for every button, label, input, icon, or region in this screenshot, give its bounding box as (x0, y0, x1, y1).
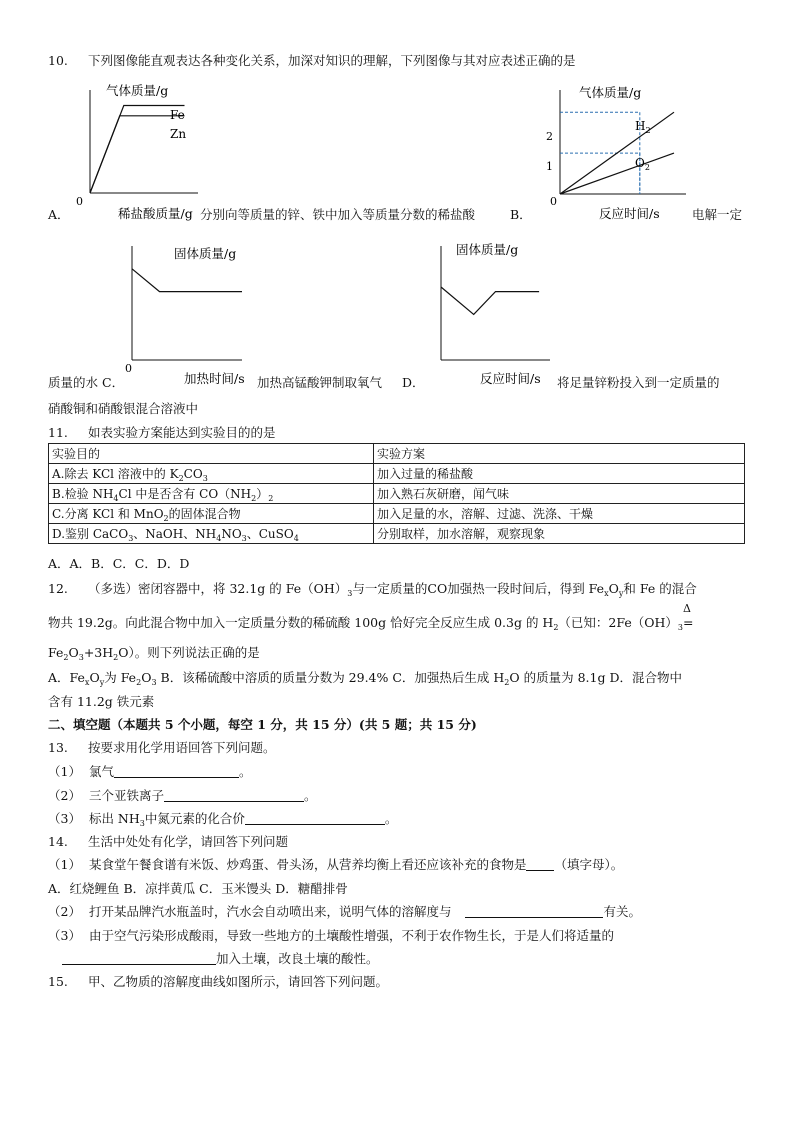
graph-c (116, 236, 256, 392)
table-cell-goal: A.除去 KCl 溶液中的 $K_2CO_3$ (49, 464, 374, 484)
graph-c-xlabel: 加热时间/s (184, 371, 245, 386)
graph-b-ylabel: 气体质量/g (579, 85, 642, 100)
q13-item-1: （1） 氯气 。 (48, 764, 252, 779)
graph-b (541, 80, 691, 224)
option-b-desc-part1: 电解一定 (692, 207, 743, 222)
question-number: 15. (48, 974, 68, 989)
graph-a-fe-label: Fe (170, 108, 185, 122)
q13-item-2: （2） 三个亚铁离子 。 (48, 788, 317, 803)
q14-item-1: （1） 某食堂午餐食谱有米饭、炒鸡蛋、骨头汤，从营养均衡上看还应该补充的食物是 （填字母）。 (48, 857, 624, 872)
q13-item-3: （3） 标出 $NH_3$中氮元素的化合价 。 (48, 811, 398, 828)
graph-a-origin: 0 (76, 195, 83, 208)
q12-line-1: 12. （多选）密闭容器中，将 32.1g 的 $Fe(OH)_3$与一定质量的CO加强热一段时间后，得到 $Fe_xO_y$和 Fe 的混合 (48, 581, 697, 598)
q12-line-2: 物共 19.2g。向此混合物中加入一定质量分数的稀硫酸 100g 恰好完全反应生成 0.3g 的 $H_2$（已知：$2Fe(OH)_3$ Δ = (48, 602, 694, 632)
graph-b-tick-2: 2 (546, 130, 553, 143)
table-cell-plan: 分别取样，加水溶解，观察现象 (374, 524, 745, 544)
table-cell-plan: 加入熟石灰研磨，闻气味 (374, 484, 745, 504)
option-b-desc-part2: 质量的水 (48, 375, 99, 390)
table-header-row (49, 444, 745, 464)
table-header-cell: 实验目的 (49, 444, 374, 464)
table-row (49, 484, 745, 504)
answer-blank[interactable] (465, 904, 603, 918)
table-header-cell: 实验方案 (374, 444, 745, 464)
graph-b-h2-label: $H_2$ (635, 119, 651, 135)
option-d-desc-2: 硝酸铜和硝酸银混合溶液中 (48, 401, 199, 416)
question-number: 10. (48, 53, 68, 68)
question-number: 13. (48, 740, 68, 755)
q10-options-ab: A． 分别向等质量的锌、铁中加入等质量分数的稀盐酸 B． 电解一定 (48, 207, 743, 222)
q11-options: A．A．B．C．C．D．D (48, 556, 190, 571)
q12-line-3: $Fe_2O_3+3H_2O$）。则下列说法正确的是 (48, 645, 260, 662)
table-row (49, 524, 745, 544)
q14-stem: 14. 生活中处处有化学，请回答下列问题 (48, 834, 289, 849)
q14-item-1-options: A．红烧鲤鱼 B．凉拌黄瓜 C．玉米馒头 D．糖醋排骨 (48, 881, 348, 896)
table-cell-plan: 加入过量的稀盐酸 (374, 464, 745, 484)
graph-c-ylabel: 固体质量/g (174, 246, 237, 261)
q11-stem: 11. 如表实验方案能达到实验目的的是 (48, 425, 276, 440)
q14-item-3-cont: 加入土壤，改良土壤的酸性。 (48, 950, 379, 968)
table-row (49, 504, 745, 524)
graph-b-o2-label: $O_2$ (635, 156, 650, 172)
q12-options-cont: 含有 11.2g 铁元素 (48, 694, 155, 709)
graph-a-zn-label: Zn (170, 127, 187, 141)
graph-d (428, 236, 554, 392)
question-number: 11. (48, 425, 68, 440)
q10-options-cd (48, 374, 748, 392)
question-number: 12. (48, 581, 68, 596)
table-cell-goal: D.鉴别 CaCO$_3$、NaOH、$NH_4NO_3$、CuSO$_4$ (49, 524, 374, 544)
graph-c-origin: 0 (125, 362, 132, 375)
table-cell-plan: 加入足量的水，溶解、过滤、洗涤、干燥 (374, 504, 745, 524)
graph-b-origin: 0 (550, 195, 557, 208)
q12-options: A．$Fe_xO_y$为 $Fe_2O_3$ B．该稀硫酸中溶质的质量分数为 29.4% C．加强热后生成 $H_2O$ 的质量为 8.1g D．混合物中 (48, 670, 682, 687)
q14-item-3: （3） 由于空气污染形成酸雨，导致一些地方的土壤酸性增强，不利于农作物生长，于是人们将适量的 (48, 928, 614, 943)
answer-blank[interactable] (62, 951, 216, 965)
q11-table (48, 443, 745, 544)
delta-symbol: Δ (683, 602, 691, 615)
answer-blank[interactable] (526, 857, 554, 871)
graph-a (76, 80, 204, 224)
answer-blank[interactable] (245, 811, 385, 825)
table-row (49, 464, 745, 484)
graph-d-xlabel: 反应时间/s (480, 371, 541, 386)
option-a-desc: 分别向等质量的锌、铁中加入等质量分数的稀盐酸 (200, 207, 476, 222)
graph-b-tick-1: 1 (546, 160, 553, 173)
option-d-label: D． (402, 375, 425, 390)
graph-a-ylabel: 气体质量/g (106, 83, 169, 98)
graph-d-ylabel: 固体质量/g (456, 242, 519, 257)
q10-stem: 10. 下列图像能直观表达各种变化关系，加深对知识的理解，下列图像与其对应表述正确的是 (48, 53, 576, 68)
table-cell-goal: B.检验 $NH_4Cl$ 中是否含有 $CO(NH_2)_2$ (49, 484, 374, 504)
q15-stem: 15. 甲、乙物质的溶解度曲线如图所示，请回答下列问题。 (48, 974, 389, 989)
graph-b-xlabel: 反应时间/s (599, 206, 660, 221)
graph-b-o2-line (560, 153, 674, 194)
question-number: 14. (48, 834, 68, 849)
option-c-label: C． (102, 375, 125, 390)
option-d-desc-1: 将足量锌粉投入到一定质量的 (557, 375, 720, 390)
q14-item-2: （2） 打开某品牌汽水瓶盖时，汽水会自动喷出来，说明气体的溶解度与 有关。 (48, 904, 641, 919)
option-b-label: B． (510, 207, 532, 222)
option-c-desc: 加热高锰酸钾制取氧气 (257, 375, 383, 390)
table-cell-goal: C.分离 KCl 和 MnO$_2$的固体混合物 (49, 504, 374, 524)
answer-blank[interactable] (164, 788, 304, 802)
q13-stem: 13. 按要求用化学用语回答下列问题。 (48, 740, 276, 755)
section-title: 二、填空题（本题共 5 个小题，每空 1 分，共 15 分）(共 5 题；共 15 分) (48, 717, 477, 732)
graph-d-line (441, 287, 539, 314)
answer-blank[interactable] (114, 764, 239, 778)
graph-c-line (132, 269, 242, 292)
graph-a-xlabel: 稀盐酸质量/g (118, 206, 193, 221)
